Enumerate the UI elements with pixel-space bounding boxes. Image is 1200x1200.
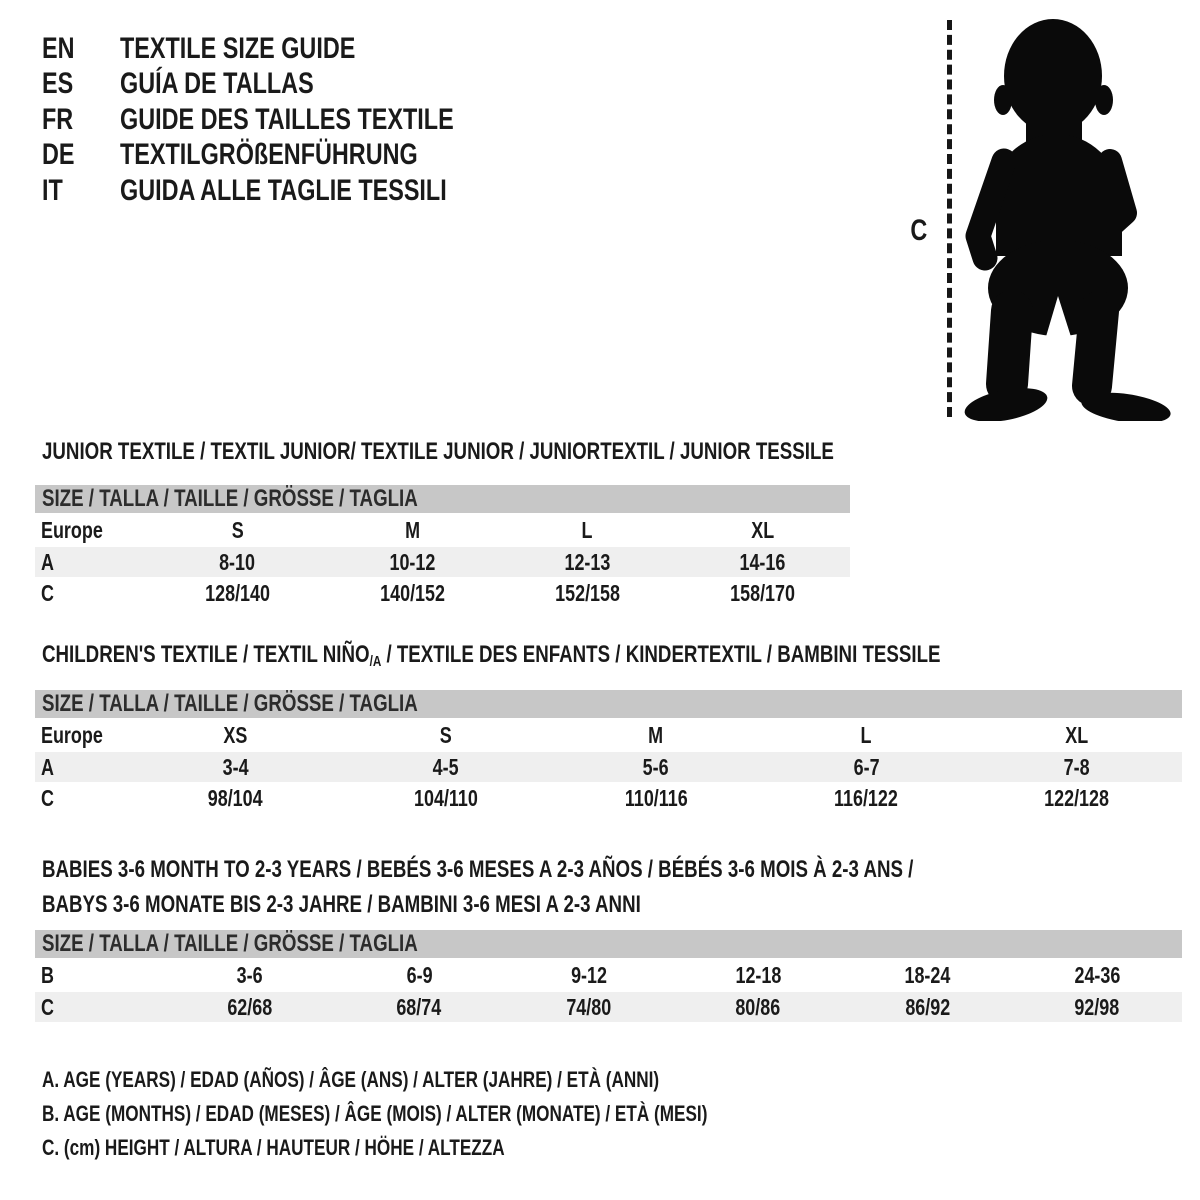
row-label: C — [41, 784, 54, 811]
junior-section-title: JUNIOR TEXTILE / TEXTIL JUNIOR/ TEXTILE JUNIOR / JUNIORTEXTIL / JUNIOR TESSILE — [42, 438, 834, 465]
height-cell: 86/92 — [905, 993, 951, 1020]
age-cell: 7-8 — [1063, 753, 1090, 780]
age-cell: 24-36 — [1074, 961, 1121, 988]
babies-size-table — [35, 930, 1182, 1022]
size-cell: XS — [223, 721, 248, 748]
measure-legend — [42, 1063, 895, 1165]
size-cell: L — [860, 721, 872, 748]
height-cell: 92/98 — [1074, 993, 1120, 1020]
size-cell: S — [439, 721, 452, 748]
legend-line-a: A. AGE (YEARS) / EDAD (AÑOS) / ÂGE (ANS) / ALTER (JAHRE) / ETÀ (ANNI) — [42, 1067, 660, 1092]
age-cell: 12-13 — [564, 548, 611, 575]
lang-code: FR — [42, 102, 74, 136]
age-cell: 6-7 — [853, 753, 880, 780]
row-label: A — [41, 548, 54, 575]
lang-code: DE — [42, 138, 75, 172]
age-cell: 3-4 — [222, 753, 249, 780]
lang-title: GUIDE DES TAILLES TEXTILE — [120, 102, 454, 136]
height-cell: 140/152 — [380, 579, 445, 606]
table-row — [35, 782, 1182, 814]
table-row — [35, 958, 1182, 992]
height-measure-dashed-line — [947, 20, 952, 417]
row-label: A — [41, 753, 54, 780]
children-section-title: CHILDREN'S TEXTILE / TEXTIL NIÑO/A / TEXTILE DES ENFANTS / KINDERTEXTIL / BAMBINI TESSILE — [42, 641, 941, 670]
age-cell: 18-24 — [904, 961, 951, 988]
lang-row-en — [42, 31, 454, 67]
height-cell: 62/68 — [227, 993, 273, 1020]
junior-size-table — [35, 485, 850, 609]
lang-code: IT — [42, 173, 63, 207]
table-row — [35, 577, 850, 609]
age-cell: 4-5 — [432, 753, 459, 780]
measure-label-c: C — [910, 214, 928, 247]
table-row — [35, 513, 850, 547]
table-row — [35, 992, 1182, 1022]
size-cell: S — [231, 516, 244, 543]
age-cell: 6-9 — [406, 961, 433, 988]
age-cell: 14-16 — [739, 548, 786, 575]
height-cell: 68/74 — [396, 993, 442, 1020]
height-cell: 128/140 — [205, 579, 270, 606]
height-cell: 104/110 — [413, 784, 478, 811]
height-cell: 158/170 — [730, 579, 795, 606]
height-cell: 122/128 — [1044, 784, 1110, 811]
height-cell: 110/116 — [624, 784, 688, 811]
age-cell: 10-12 — [389, 548, 436, 575]
children-table — [35, 718, 1182, 814]
table-row — [35, 752, 1182, 782]
toddler-silhouette-icon — [958, 16, 1188, 421]
lang-title: TEXTILGRÖßENFÜHRUNG — [120, 138, 418, 172]
babies-section-title: BABIES 3-6 MONTH TO 2-3 YEARS / BEBÉS 3-6 MESES A 2-3 AÑOS / BÉBÉS 3-6 MOIS À 2-3 ANS / BABYS 3-6 MONATE BIS 2-3 JAHRE / BAMBINI 3-6 MESI A 2-3 ANNI — [42, 856, 914, 918]
age-cell: 8-10 — [219, 548, 256, 575]
age-cell: 5-6 — [643, 753, 669, 780]
size-header-bar: SIZE / TALLA / TAILLE / GRÖSSE / TAGLIA — [35, 690, 1182, 718]
legend-line-b: B. AGE (MONTHS) / EDAD (MESES) / ÂGE (MOIS) / ALTER (MONATE) / ETÀ (MESI) — [42, 1101, 708, 1126]
lang-title: TEXTILE SIZE GUIDE — [120, 31, 356, 65]
language-title-list — [42, 31, 570, 209]
size-cell: M — [405, 516, 420, 543]
age-cell: 12-18 — [735, 961, 782, 988]
size-cell: XL — [751, 516, 774, 543]
row-label: Europe — [41, 516, 103, 543]
lang-title: GUIDA ALLE TAGLIE TESSILI — [120, 173, 447, 207]
lang-code: EN — [42, 31, 75, 65]
size-cell: XL — [1065, 721, 1089, 748]
lang-code: ES — [42, 67, 74, 101]
table-row — [35, 547, 850, 577]
height-cell: 152/158 — [555, 579, 620, 606]
nino-a-subscript: /A — [369, 653, 382, 670]
height-cell: 80/86 — [735, 993, 781, 1020]
lang-title: GUÍA DE TALLAS — [120, 67, 314, 101]
size-header-bar: SIZE / TALLA / TAILLE / GRÖSSE / TAGLIA — [35, 930, 1182, 958]
junior-table — [35, 513, 850, 609]
height-cell: 98/104 — [207, 784, 263, 811]
lang-row-de — [42, 138, 454, 174]
size-cell: L — [582, 516, 593, 543]
height-cell: 116/122 — [834, 784, 899, 811]
row-label: C — [41, 993, 54, 1020]
children-size-table — [35, 690, 1182, 814]
row-label: B — [41, 961, 54, 988]
lang-row-it — [42, 173, 454, 209]
lang-row-fr — [42, 102, 454, 138]
size-header-bar: SIZE / TALLA / TAILLE / GRÖSSE / TAGLIA — [35, 485, 850, 513]
row-label: Europe — [41, 721, 103, 748]
age-cell: 9-12 — [570, 961, 607, 988]
table-row — [35, 718, 1182, 752]
row-label: C — [41, 579, 54, 606]
size-cell: M — [648, 721, 664, 748]
babies-table — [35, 958, 1182, 1022]
legend-line-c: C. (cm) HEIGHT / ALTURA / HAUTEUR / HÖHE / ALTEZZA — [42, 1135, 505, 1160]
lang-row-es — [42, 67, 454, 103]
height-cell: 74/80 — [566, 993, 612, 1020]
age-cell: 3-6 — [236, 961, 263, 988]
